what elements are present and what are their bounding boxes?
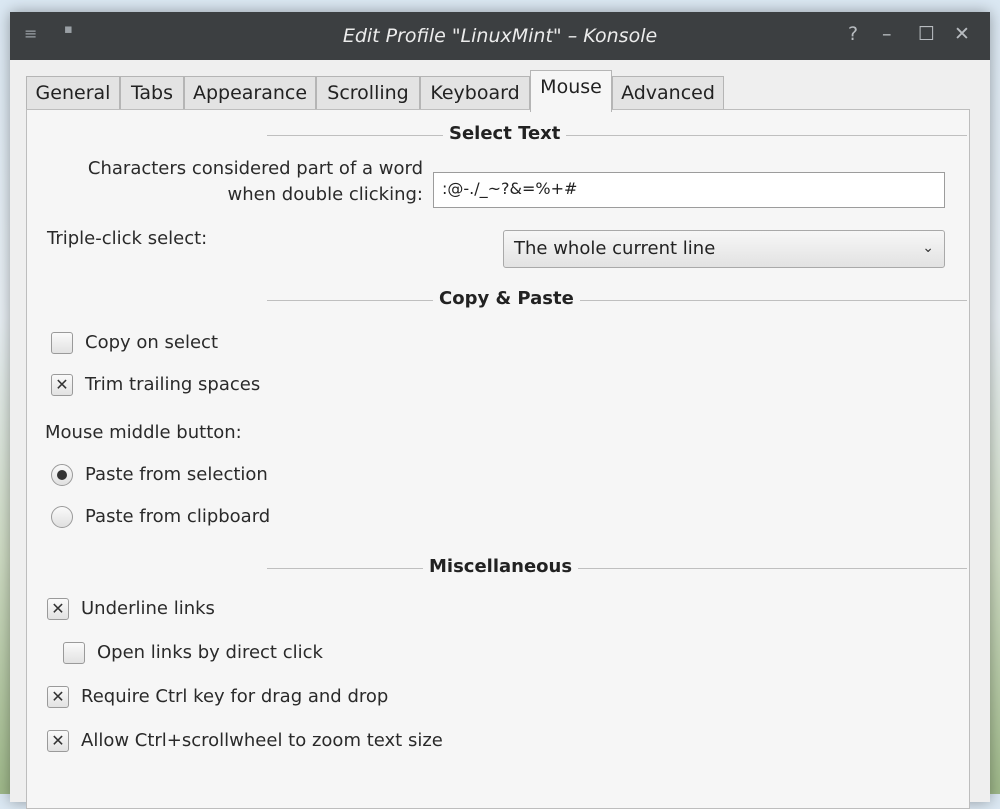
window-menu-icon[interactable]: ≡ bbox=[24, 24, 38, 43]
word-chars-input[interactable]: :@-./_~?&=%+# bbox=[433, 172, 945, 208]
copy-on-select-label[interactable]: Copy on select bbox=[85, 332, 219, 353]
section-divider bbox=[267, 568, 967, 569]
open-links-checkbox[interactable] bbox=[63, 642, 85, 664]
trim-trailing-checkbox[interactable]: ✕ bbox=[51, 374, 73, 396]
paste-clipboard-radio[interactable] bbox=[51, 506, 73, 528]
tab-bar bbox=[26, 70, 986, 110]
require-ctrl-label[interactable]: Require Ctrl key for drag and drop bbox=[81, 686, 389, 707]
triple-click-value: The whole current line bbox=[514, 238, 716, 259]
allow-zoom-checkbox[interactable]: ✕ bbox=[47, 730, 69, 752]
tab-tabs[interactable]: Tabs bbox=[120, 76, 184, 110]
pin-icon[interactable]: ▪ bbox=[64, 22, 73, 37]
select-text-heading: Select Text bbox=[443, 123, 566, 144]
close-icon[interactable]: ✕ bbox=[954, 23, 970, 45]
triple-click-label: Triple-click select: bbox=[47, 228, 208, 249]
word-chars-label: Characters considered part of a word bbox=[87, 158, 423, 179]
allow-zoom-label[interactable]: Allow Ctrl+scrollwheel to zoom text size bbox=[81, 730, 443, 751]
tab-mouse[interactable]: Mouse bbox=[530, 70, 612, 112]
tab-scrolling[interactable]: Scrolling bbox=[316, 76, 420, 110]
copy-on-select-checkbox[interactable] bbox=[51, 332, 73, 354]
underline-links-checkbox[interactable]: ✕ bbox=[47, 598, 69, 620]
konsole-edit-profile-window bbox=[10, 12, 990, 802]
chevron-down-icon: ⌄ bbox=[922, 240, 934, 256]
triple-click-select[interactable] bbox=[503, 230, 945, 268]
window-title: Edit Profile "LinuxMint" – Konsole bbox=[342, 25, 658, 47]
trim-trailing-label[interactable]: Trim trailing spaces bbox=[85, 374, 261, 395]
paste-selection-label[interactable]: Paste from selection bbox=[85, 464, 268, 485]
tab-general[interactable]: General bbox=[26, 76, 120, 110]
middle-button-label: Mouse middle button: bbox=[45, 422, 242, 443]
paste-clipboard-label[interactable]: Paste from clipboard bbox=[85, 506, 271, 527]
maximize-icon[interactable]: ☐ bbox=[918, 23, 936, 45]
help-icon[interactable]: ? bbox=[848, 23, 859, 45]
section-divider bbox=[267, 135, 967, 136]
paste-selection-radio[interactable] bbox=[51, 464, 73, 486]
minimize-icon[interactable]: – bbox=[882, 23, 892, 45]
copy-paste-heading: Copy & Paste bbox=[433, 288, 580, 309]
miscellaneous-heading: Miscellaneous bbox=[423, 556, 578, 577]
tab-keyboard[interactable]: Keyboard bbox=[420, 76, 530, 110]
radio-selected-dot bbox=[57, 470, 67, 480]
require-ctrl-checkbox[interactable]: ✕ bbox=[47, 686, 69, 708]
word-chars-label-line2: when double clicking: bbox=[227, 184, 423, 205]
tab-appearance[interactable]: Appearance bbox=[184, 76, 316, 110]
underline-links-label[interactable]: Underline links bbox=[81, 598, 215, 619]
title-bar[interactable] bbox=[10, 12, 990, 60]
open-links-label[interactable]: Open links by direct click bbox=[97, 642, 323, 663]
mouse-settings-panel bbox=[26, 109, 970, 809]
tab-advanced[interactable]: Advanced bbox=[612, 76, 724, 110]
section-divider bbox=[267, 300, 967, 301]
